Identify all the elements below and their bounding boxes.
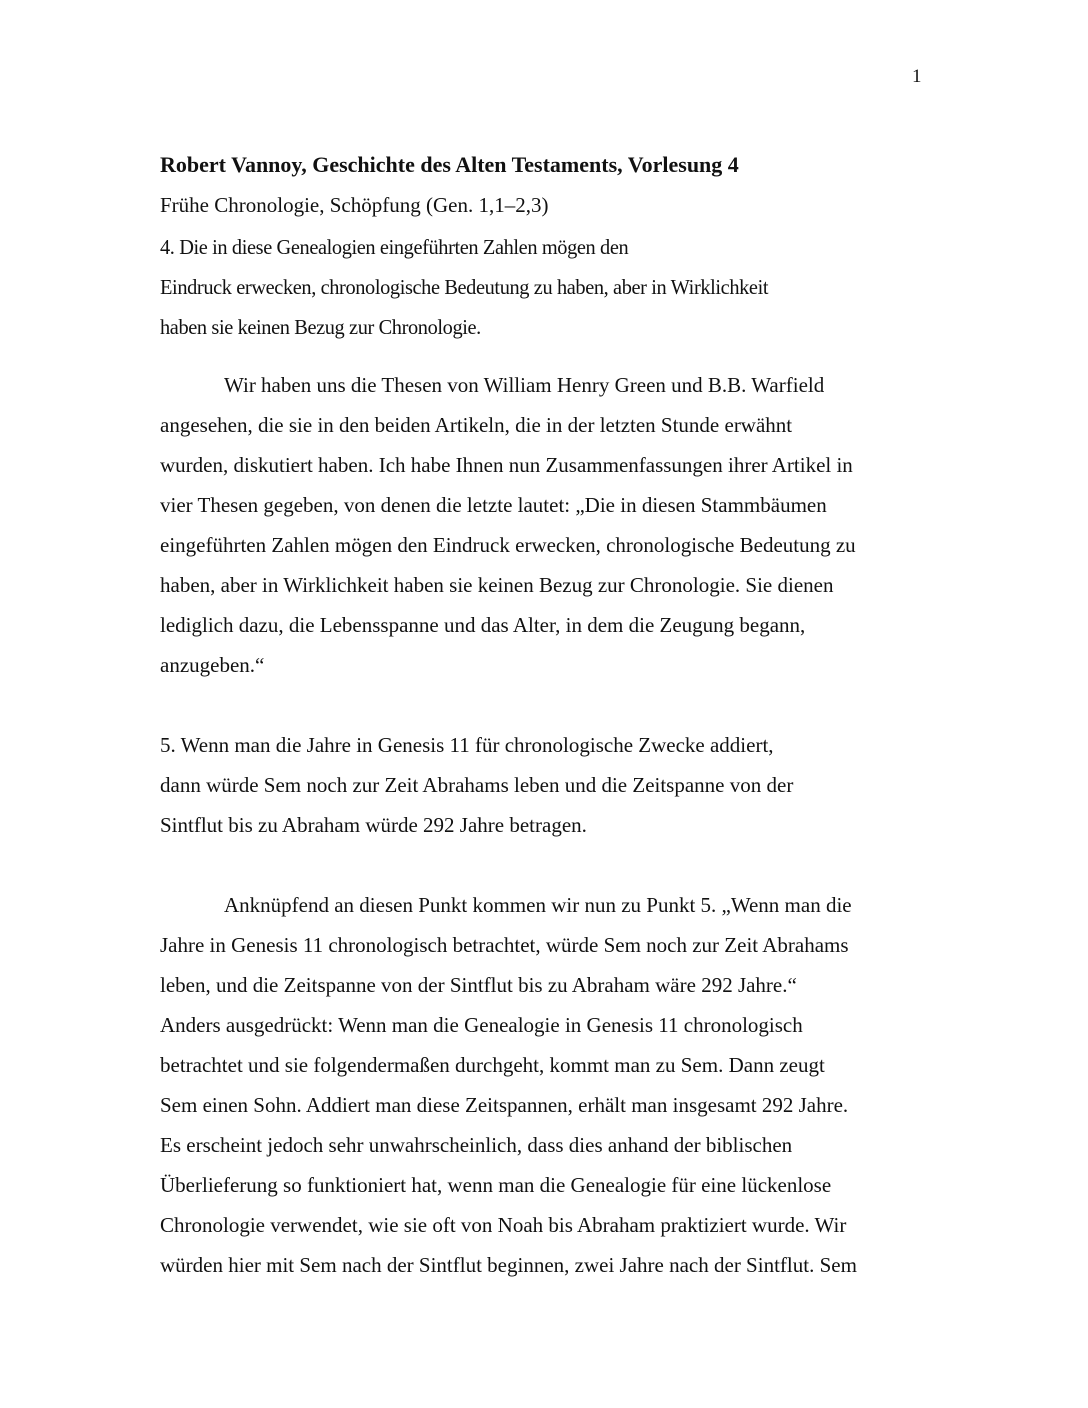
page-number: 1 <box>912 66 922 87</box>
paragraph-line: betrachtet und sie folgendermaßen durchgeht, kommt man zu Sem. Dann zeugt <box>160 1053 825 1077</box>
paragraph-line: haben, aber in Wirklichkeit haben sie keinen Bezug zur Chronologie. Sie dienen <box>160 573 834 597</box>
document-subtitle: Frühe Chronologie, Schöpfung (Gen. 1,1–2,3) <box>160 193 549 217</box>
heading-line: haben sie keinen Bezug zur Chronologie. <box>160 315 481 339</box>
section-heading-4 <box>160 227 787 347</box>
paragraph-line: Anknüpfend an diesen Punkt kommen wir nun zu Punkt 5. „Wenn man die <box>224 893 852 917</box>
paragraph-line: eingeführten Zahlen mögen den Eindruck erwecken, chronologische Bedeutung zu <box>160 533 856 557</box>
heading-line: Sintflut bis zu Abraham würde 292 Jahre betragen. <box>160 813 587 837</box>
heading-line: 4. Die in diese Genealogien eingeführten Zahlen mögen den <box>160 235 629 259</box>
paragraph-line: angesehen, die sie in den beiden Artikeln, die in der letzten Stunde erwähnt <box>160 413 793 437</box>
document-title: Robert Vannoy, Geschichte des Alten Testaments, Vorlesung 4 <box>160 152 739 177</box>
paragraph-line: Chronologie verwendet, wie sie oft von Noah bis Abraham praktiziert wurde. Wir <box>160 1213 847 1237</box>
paragraph-line: Es erscheint jedoch sehr unwahrscheinlich, dass dies anhand der biblischen <box>160 1133 793 1157</box>
heading-line: 5. Wenn man die Jahre in Genesis 11 für chronologische Zwecke addiert, <box>160 733 774 757</box>
paragraph-line: würden hier mit Sem nach der Sintflut beginnen, zwei Jahre nach der Sintflut. Sem <box>160 1253 857 1277</box>
heading-line: dann würde Sem noch zur Zeit Abrahams leben und die Zeitspanne von der <box>160 773 794 797</box>
paragraph-line: Sem einen Sohn. Addiert man diese Zeitspannen, erhält man insgesamt 292 Jahre. <box>160 1093 849 1117</box>
paragraph-2 <box>160 885 857 1285</box>
paragraph-line: Überlieferung so funktioniert hat, wenn man die Genealogie für eine lückenlose <box>160 1173 832 1197</box>
paragraph-line: vier Thesen gegeben, von denen die letzte lautet: „Die in diesen Stammbäumen <box>160 493 827 517</box>
paragraph-line: anzugeben.“ <box>160 653 265 677</box>
paragraph-1 <box>160 365 856 685</box>
paragraph-line: Jahre in Genesis 11 chronologisch betrachtet, würde Sem noch zur Zeit Abrahams <box>160 933 849 957</box>
paragraph-line: Wir haben uns die Thesen von William Henry Green und B.B. Warfield <box>224 373 825 397</box>
paragraph-line: Anders ausgedrückt: Wenn man die Genealogie in Genesis 11 chronologisch <box>160 1013 803 1037</box>
document-header <box>160 145 739 225</box>
heading-line: Eindruck erwecken, chronologische Bedeutung zu haben, aber in Wirklichkeit <box>160 275 769 299</box>
section-heading-5 <box>160 725 793 845</box>
paragraph-line: wurden, diskutiert haben. Ich habe Ihnen nun Zusammenfassungen ihrer Artikel in <box>160 453 853 477</box>
paragraph-line: lediglich dazu, die Lebensspanne und das Alter, in dem die Zeugung begann, <box>160 613 806 637</box>
paragraph-line: leben, und die Zeitspanne von der Sintflut bis zu Abraham wäre 292 Jahre.“ <box>160 973 797 997</box>
